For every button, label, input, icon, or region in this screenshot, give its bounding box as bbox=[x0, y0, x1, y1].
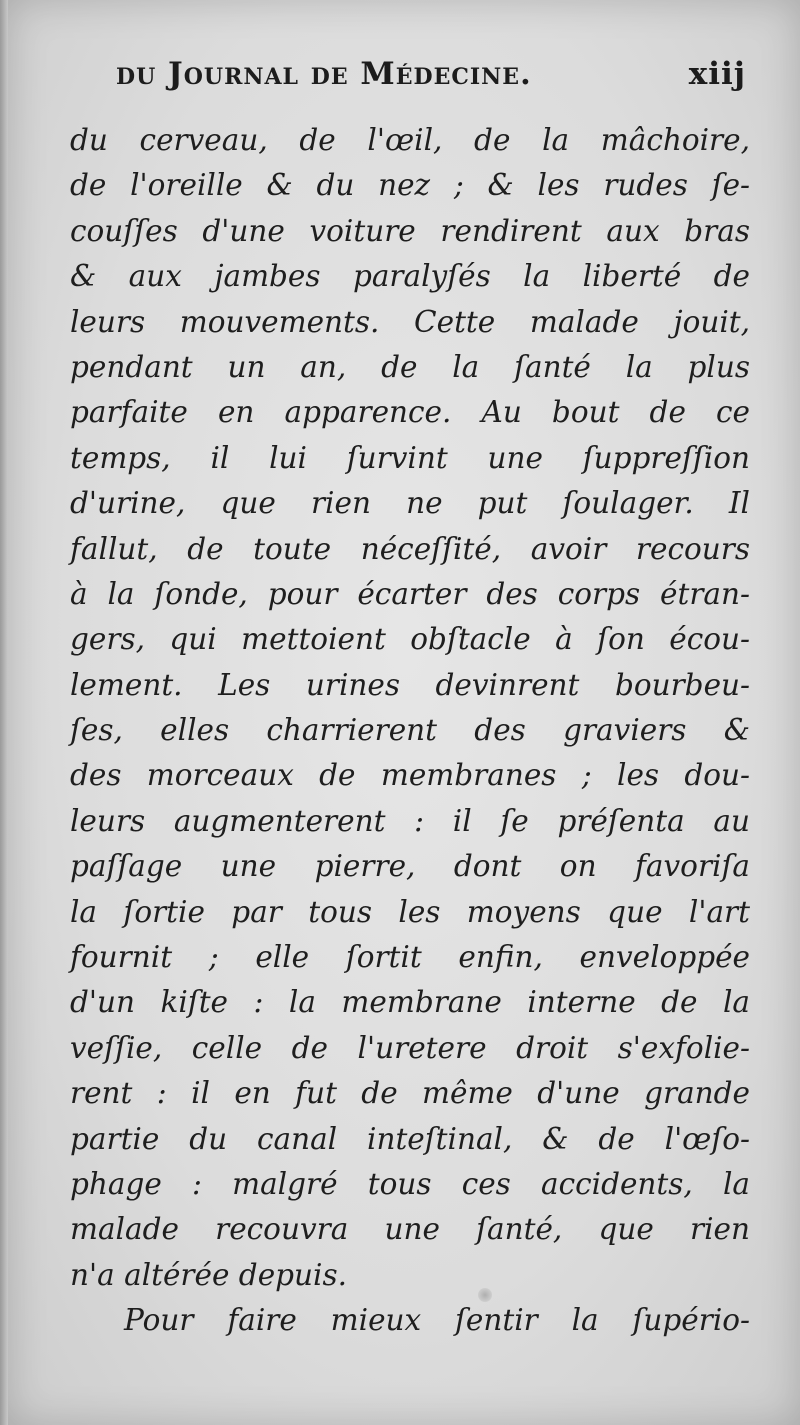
text-line: rent : il en fut de même d'une grande bbox=[70, 1076, 750, 1111]
text-line: du cerveau, de l'œil, de la mâchoire, bbox=[70, 123, 750, 157]
text-line: veſſie, celle de l'uretere droit s'exfolie- bbox=[70, 1030, 750, 1065]
text-line: gers, qui mettoient obſtacle à ſon écou- bbox=[70, 622, 750, 657]
text-line: à la ſonde, pour écarter des corps étran- bbox=[70, 576, 750, 611]
text-line: leurs augmenterent : il ſe préſenta au bbox=[70, 803, 750, 838]
text-line: leurs mouvements. Cette malade jouit, bbox=[70, 304, 750, 339]
text-line: de l'oreille & du nez ; & les rudes ſe- bbox=[70, 168, 750, 203]
text-line: & aux jambes paralyſés la liberté de bbox=[70, 259, 750, 294]
text-line-paragraph-end: n'a altérée depuis. bbox=[70, 1257, 347, 1292]
book-page bbox=[8, 0, 800, 1425]
text-line: couſſes d'une voiture rendirent aux bras bbox=[70, 213, 750, 248]
text-line: phage : malgré tous ces accidents, la bbox=[70, 1166, 750, 1201]
text-line: fallut, de toute néceſſité, avoir recours bbox=[70, 531, 750, 566]
body-text bbox=[70, 118, 750, 1344]
text-line: fournit ; elle ſortit enfin, enveloppée bbox=[70, 940, 750, 975]
text-line: pendant un an, de la ſanté la plus bbox=[70, 349, 750, 384]
text-line: des morceaux de membranes ; les dou- bbox=[70, 758, 750, 793]
text-line: parfaite en apparence. Au bout de ce bbox=[70, 395, 750, 430]
text-line: temps, il lui ſurvint une ſuppreſſion bbox=[70, 440, 750, 475]
page-header bbox=[116, 52, 746, 102]
ink-spot bbox=[478, 1288, 492, 1302]
page-edge bbox=[0, 0, 8, 1425]
text-line: malade recouvra une ſanté, que rien bbox=[70, 1212, 750, 1247]
page-number: xiij bbox=[688, 56, 746, 92]
text-line: ſes, elles charrierent des graviers & bbox=[70, 713, 750, 748]
text-line: d'un kiſte : la membrane interne de la bbox=[70, 985, 750, 1020]
text-line: la ſortie par tous les moyens que l'art bbox=[70, 894, 750, 929]
text-line: lement. Les urines devinrent bourbeu- bbox=[70, 667, 750, 702]
text-line-paragraph-start: Pour faire mieux ſentir la ſupério- bbox=[124, 1303, 750, 1338]
text-line: partie du canal inteſtinal, & de l'œſo- bbox=[70, 1121, 750, 1156]
text-line: paſſage une pierre, dont on favoriſa bbox=[70, 849, 750, 884]
text-line: d'urine, que rien ne put ſoulager. Il bbox=[70, 486, 750, 521]
running-title: du Journal de Médecine. bbox=[116, 56, 532, 92]
